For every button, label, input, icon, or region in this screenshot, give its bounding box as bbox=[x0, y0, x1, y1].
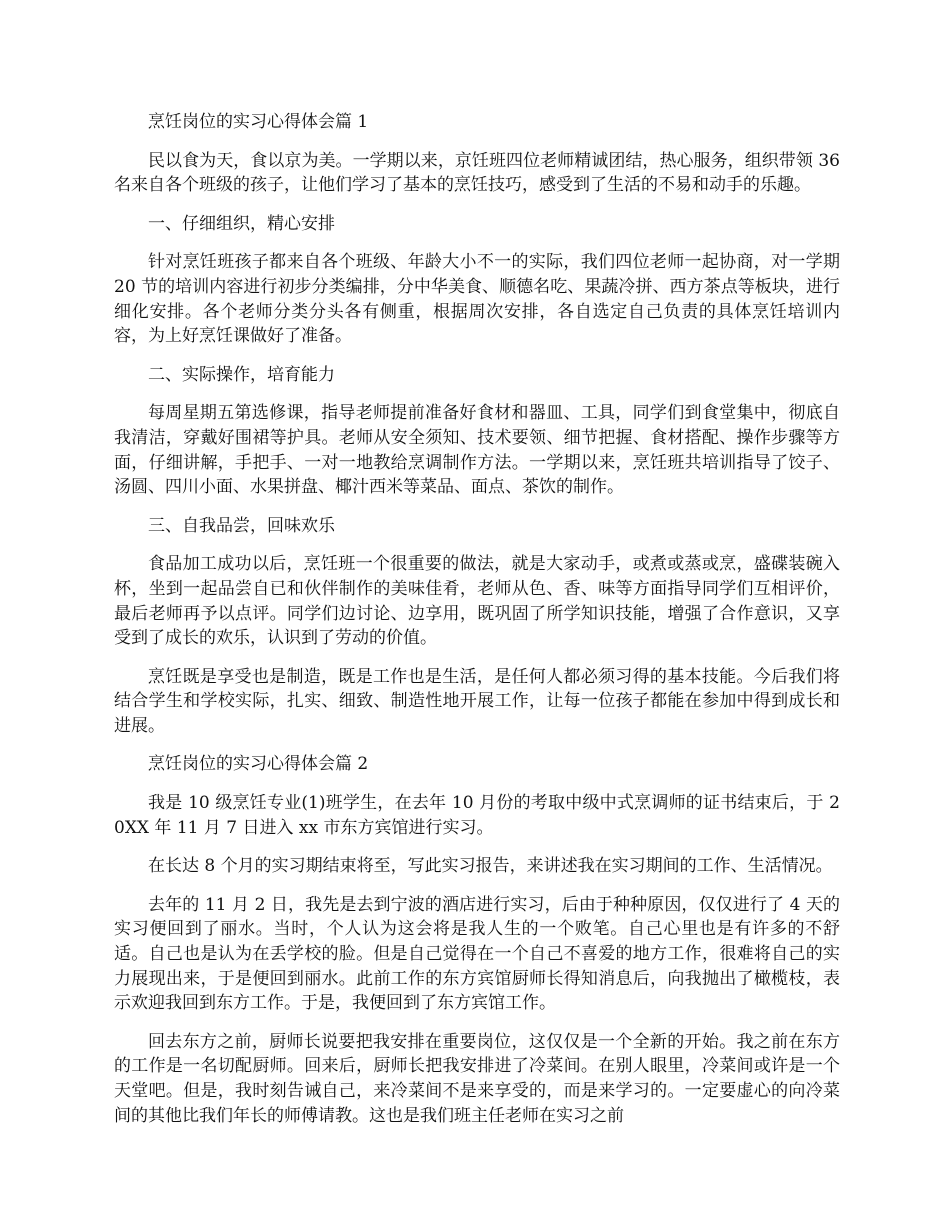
section-title-1: 烹饪岗位的实习心得体会篇 1 bbox=[148, 112, 369, 132]
paragraph-intro: 民以食为天，食以京为美。一学期以来，京饪班四位老师精诚团结，热心服务，组织带领 36 名来自各个班级的孩子，让他们学习了基本的烹饪技巧，感受到了生活的不易和动手的乐趣。 bbox=[114, 150, 840, 196]
paragraph-summary: 烹饪既是享受也是制造，既是工作也是生活，是任何人都必须习得的基本技能。今后我们将结合学生和学校实际，扎实、细致、制造性地开展工作，让每一位孩子都能在参加中得到成长和进展。 bbox=[114, 666, 840, 736]
document-body bbox=[114, 110, 840, 1142]
subheading-1: 一、仔细组织，精心安排 bbox=[148, 213, 335, 234]
subheading-2: 二、实际操作，培育能力 bbox=[148, 364, 335, 385]
paragraph-ningbo: 去年的 11 月 2 日，我先是去到宁波的酒店进行实习，后由于种种原因，仅仅进行了 4 天的实习便回到了丽水。当时，个人认为这会将是我人生的一个败笔。自己心里也是有许多的不舒适。自己也是认为在丢学校的脸。但是自己觉得在一个自己不喜爱的地方工作，很难将自己的实力展现出来，于是便回到丽水。此前工作的东方宾馆厨师长得知消息后，向我抛出了橄榄枝，表示欢迎我回到东方工作。于是，我便回到了东方宾馆工作。 bbox=[114, 894, 840, 1014]
paragraph-tasting: 食品加工成功以后，烹饪班一个很重要的做法，就是大家动手，或煮或蒸或烹，盛碟装碗入杯，坐到一起品尝自已和伙伴制作的美味佳肴，老师从色、香、味等方面指导同学们互相评价，最后老师再予以点评。同学们边讨论、边享用，既巩固了所学知识技能，增强了合作意识，又享受到了成长的欢乐，认识到了劳动的价值。 bbox=[114, 554, 840, 649]
section-title-2: 烹饪岗位的实习心得体会篇 2 bbox=[148, 754, 369, 775]
subheading-3: 三、自我品尝，回味欢乐 bbox=[148, 515, 335, 536]
paragraph-student-intro: 我是 10 级烹饪专业(1)班学生，在去年 10 月份的考取中级中式烹调师的证书结束后，于 20XX 年 11 月 7 日进入 xx 市东方宾馆进行实习。 bbox=[114, 793, 840, 838]
paragraph-cold-kitchen: 回去东方之前，厨师长说要把我安排在重要岗位，这仅仅是一个全新的开始。我之前在东方的工作是一名切配厨师。回来后，厨师长把我安排进了冷菜间。在别人眼里，冷菜间或许是一个天堂吧。但是，我时刻告诫自己，来冷菜间不是来享受的，而是来学习的。一定要虚心的向冷菜间的其他比我们年长的师傅请教。这也是我们班主任老师在实习之前 bbox=[114, 1031, 840, 1126]
paragraph-report-purpose: 在长达 8 个月的实习期结束将至，写此实习报告，来讲述我在实习期间的工作、生活情况。 bbox=[148, 856, 833, 877]
paragraph-organize: 针对烹饪班孩子都来自各个班级、年龄大小不一的实际，我们四位老师一起协商，对一学期 20 节的培训内容进行初步分类编排，分中华美食、顺德名吃、果蔬冷拼、西方茶点等板块，进行细化安排。各个老师分类分头各有侧重，根据周次安排，各自选定自己负责的具体烹饪培训内容，为上好烹饪课做好了准备。 bbox=[114, 252, 840, 347]
paragraph-practice: 每周星期五第选修课，指导老师提前准备好食材和器皿、工具，同学们到食堂集中，彻底自我清洁，穿戴好围裙等护具。老师从安全须知、技术要领、细节把握、食材搭配、操作步骤等方面，仔细讲解，手把手、一对一地教给烹调制作方法。一学期以来，烹饪班共培训指导了饺子、汤圆、四川小面、水果拼盘、椰汁西米等菜品、面点、茶饮的制作。 bbox=[114, 403, 840, 498]
